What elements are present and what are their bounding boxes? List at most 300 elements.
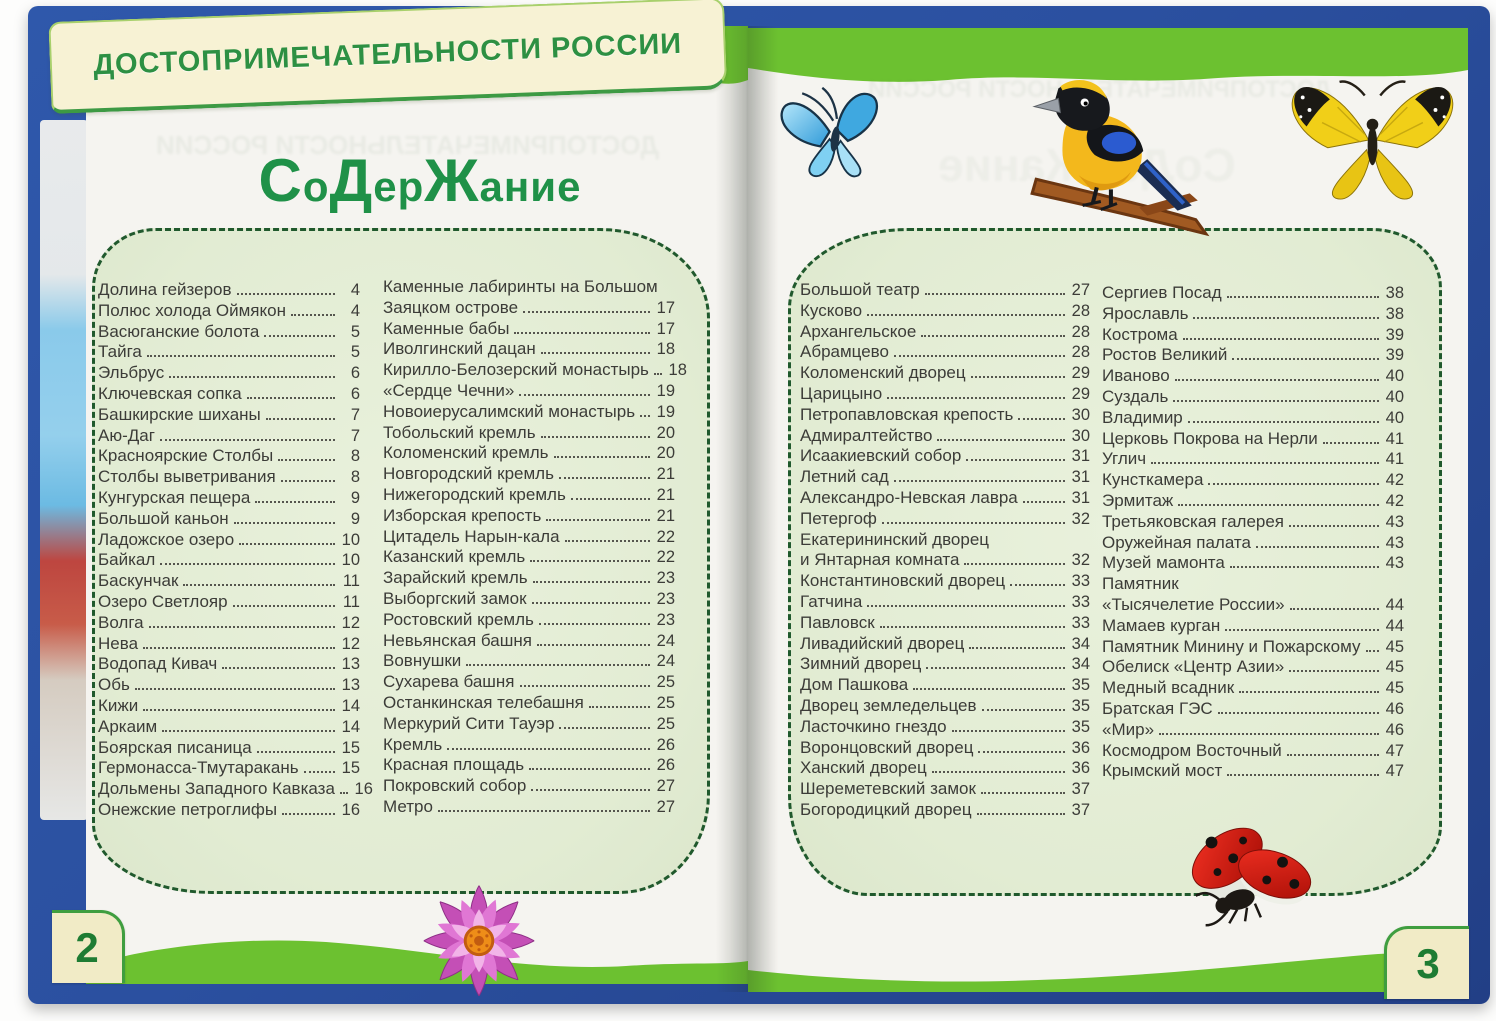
dot-leader (143, 647, 335, 649)
dot-leader (1173, 400, 1379, 402)
toc-page-number: 20 (656, 423, 675, 442)
toc-entry: Шереметевский замок 37 (800, 779, 1090, 799)
toc-entry: Крымский мост 47 (1102, 761, 1404, 781)
toc-entry: «Тысячелетие России» 44 (1102, 594, 1404, 614)
toc-entry: Новоиерусалимский монастырь 19 (383, 401, 675, 421)
page-number-right (1384, 926, 1469, 999)
dot-leader (913, 688, 1065, 690)
toc-page-number: 15 (341, 738, 360, 757)
dot-leader (640, 415, 650, 417)
toc-entry: Суздаль 40 (1102, 386, 1404, 406)
toc-entry: Новгородский кремль 21 (383, 464, 675, 484)
toc-page-number: 14 (341, 717, 360, 736)
toc-page-number: 6 (350, 384, 360, 403)
dot-leader (520, 685, 650, 687)
dot-leader (977, 813, 1065, 815)
toc-page-number: 6 (350, 364, 360, 383)
dot-leader (281, 480, 335, 482)
toc-entry: Александро-Невская лавра 31 (800, 487, 1090, 507)
toc-page-number: 46 (1385, 699, 1404, 718)
toc-page-number: 18 (668, 361, 687, 380)
toc-page-number: 28 (1071, 301, 1090, 320)
toc-entry: Мамаев курган 44 (1102, 615, 1404, 635)
toc-entry: Каменные бабы 17 (383, 318, 675, 338)
toc-column-3 (800, 280, 1090, 821)
toc-page-number: 33 (1071, 613, 1090, 632)
toc-page-number: 40 (1385, 408, 1404, 427)
toc-page-number: 32 (1071, 509, 1090, 528)
dot-leader (571, 498, 650, 500)
toc-page-number: 23 (656, 589, 675, 608)
dot-leader (233, 605, 335, 607)
toc-entry: Кусково 28 (800, 300, 1090, 320)
toc-page-number: 35 (1071, 696, 1090, 715)
toc-entry: Метро 27 (383, 796, 675, 816)
toc-page-number: 41 (1385, 429, 1404, 448)
page-number-left (52, 910, 125, 983)
toc-page-number: 17 (656, 319, 675, 338)
toc-entry: и Янтарная комната 32 (800, 550, 1090, 570)
dot-leader (654, 373, 662, 375)
toc-entry: Большой каньон 9 (98, 508, 360, 528)
toc-entry: Кремль 26 (383, 734, 675, 754)
toc-page-number: 37 (1071, 780, 1090, 799)
toc-entry: Эрмитаж 42 (1102, 490, 1404, 510)
toc-page-number: 23 (656, 610, 675, 629)
dot-leader (969, 647, 1065, 649)
dot-leader (880, 626, 1065, 628)
dot-leader (239, 543, 335, 545)
toc-page-number: 33 (1071, 572, 1090, 591)
toc-page-number: 42 (1385, 471, 1404, 490)
toc-page-number: 28 (1071, 322, 1090, 341)
dot-leader (926, 667, 1065, 669)
dot-leader (533, 581, 650, 583)
dot-leader (147, 355, 335, 357)
contents-title-letter: а (479, 163, 504, 210)
toc-entry: Зимний дворец 34 (800, 654, 1090, 674)
contents-title-letter: и (530, 163, 558, 210)
toc-entry: Аркаим 14 (98, 716, 360, 736)
dot-leader (982, 709, 1065, 711)
toc-page-number: 25 (656, 673, 675, 692)
dot-leader (867, 605, 1065, 607)
toc-entry: Кунсткамера 42 (1102, 470, 1404, 490)
toc-column-1 (98, 280, 373, 821)
dot-leader (1227, 774, 1379, 776)
toc-page-number: 31 (1071, 488, 1090, 507)
toc-page-number: 33 (1071, 592, 1090, 611)
toc-entry: Ласточкино гнездо 35 (800, 716, 1090, 736)
dot-leader (1230, 566, 1379, 568)
toc-page-number: 17 (656, 298, 675, 317)
toc-page-number: 47 (1385, 762, 1404, 781)
toc-entry: Воронцовский дворец 36 (800, 737, 1090, 757)
toc-entry: Останкинская телебашня 25 (383, 692, 675, 712)
dot-leader (887, 397, 1065, 399)
dot-leader (531, 789, 650, 791)
toc-page-number: 11 (342, 592, 360, 611)
toc-page-number: 12 (341, 613, 360, 632)
dot-leader (237, 293, 335, 295)
show-through-text: ДОСТОПРИМЕЧАТЕЛЬНОСТИ РОССИИ (156, 130, 660, 160)
toc-page-number: 38 (1385, 304, 1404, 323)
toc-entry: «Мир» 46 (1102, 719, 1404, 739)
toc-page-number: 27 (656, 777, 675, 796)
toc-page-number: 7 (350, 426, 360, 445)
green-hill-bottom-right (748, 940, 1468, 992)
dot-leader (894, 480, 1065, 482)
toc-entry: Нижегородский кремль 21 (383, 484, 675, 504)
dot-leader (255, 501, 335, 503)
toc-entry: Тобольский кремль 20 (383, 422, 675, 442)
toc-entry: Большой театр 27 (800, 280, 1090, 299)
dot-leader (257, 751, 335, 753)
toc-page-number: 16 (341, 800, 360, 819)
dot-leader (529, 768, 650, 770)
dot-leader (565, 540, 650, 542)
dot-leader (169, 376, 335, 378)
toc-entry: Иволгинский дацан 18 (383, 339, 675, 359)
dot-leader (1289, 670, 1379, 672)
dot-leader (135, 688, 335, 690)
toc-entry: Царицыно 29 (800, 383, 1090, 403)
dot-leader (1256, 546, 1379, 548)
toc-column-2 (383, 277, 687, 818)
toc-page-number: 35 (1071, 717, 1090, 736)
dot-leader (1290, 608, 1379, 610)
dot-leader (466, 664, 650, 666)
toc-page-number: 29 (1071, 384, 1090, 403)
toc-entry: Нева 12 (98, 633, 360, 653)
toc-page-number: 7 (350, 405, 360, 424)
toc-page-number: 34 (1071, 655, 1090, 674)
toc-page-number: 36 (1071, 759, 1090, 778)
toc-page-number: 8 (350, 447, 360, 466)
toc-page-number: 40 (1385, 367, 1404, 386)
dot-leader (532, 602, 650, 604)
dot-leader (438, 810, 650, 812)
show-through-text: ДОСТОПРИМЕЧАТЕЛЬНОСТИ РОССИИ (868, 76, 1333, 103)
toc-page-number: 24 (656, 631, 675, 650)
toc-entry: Обь 13 (98, 675, 360, 695)
toc-entry: Красноярские Столбы 8 (98, 446, 360, 466)
toc-entry: Выборгский замок 23 (383, 588, 675, 608)
dot-leader (1287, 754, 1379, 756)
dot-leader (1010, 584, 1065, 586)
toc-page-number: 45 (1385, 637, 1404, 656)
page-number-left-value: 2 (75, 924, 99, 971)
dot-leader (925, 293, 1065, 295)
dot-leader (160, 563, 335, 565)
dot-leader (882, 522, 1065, 524)
toc-page-number: 5 (350, 343, 360, 362)
toc-page-number: 27 (656, 797, 675, 816)
dot-leader (921, 335, 1065, 337)
toc-entry: Абрамцево 28 (800, 342, 1090, 362)
toc-column-4 (1102, 283, 1404, 782)
toc-page-number: 44 (1385, 595, 1404, 614)
toc-page-number: 22 (656, 527, 675, 546)
toc-entry: Ростовский кремль 23 (383, 609, 675, 629)
dot-leader (1289, 525, 1379, 527)
green-hill-bottom-left (86, 932, 748, 984)
contents-title-letter: Д (329, 147, 374, 214)
toc-entry: Покровский собор 27 (383, 776, 675, 796)
dot-leader (978, 751, 1065, 753)
toc-page-number: 47 (1385, 741, 1404, 760)
dot-leader (971, 376, 1065, 378)
dot-leader (541, 436, 650, 438)
toc-entry: Сергиев Посад 38 (1102, 283, 1404, 302)
green-band-top-right (748, 28, 1468, 108)
dot-leader (1225, 629, 1379, 631)
dot-leader (937, 439, 1065, 441)
toc-page-number: 15 (341, 759, 360, 778)
dot-leader (981, 792, 1065, 794)
toc-entry: Братская ГЭС 46 (1102, 698, 1404, 718)
contents-title-letter: С (258, 147, 303, 214)
contents-title-letter: н (503, 163, 531, 210)
toc-entry: Богородицкий дворец 37 (800, 799, 1090, 819)
toc-page-number: 9 (350, 509, 360, 528)
toc-page-number: 29 (1071, 364, 1090, 383)
toc-page-number: 23 (656, 569, 675, 588)
toc-entry: Петергоф 32 (800, 508, 1090, 528)
toc-entry: Эльбрус 6 (98, 363, 360, 383)
toc-entry: Адмиралтейство 30 (800, 425, 1090, 445)
toc-entry: Баскунчак 11 (98, 571, 360, 591)
dot-leader (514, 332, 650, 334)
toc-entry: Тайга 5 (98, 342, 360, 362)
toc-entry: Ключевская сопка 6 (98, 383, 360, 403)
dot-leader (1323, 442, 1379, 444)
dot-leader (1151, 462, 1379, 464)
toc-entry: Зарайский кремль 23 (383, 568, 675, 588)
toc-entry: Боярская писаница 15 (98, 737, 360, 757)
dot-leader (537, 644, 650, 646)
toc-entry: «Сердце Чечни» 19 (383, 380, 675, 400)
dot-leader (519, 394, 650, 396)
dot-leader (282, 813, 335, 815)
toc-entry: Летний сад 31 (800, 467, 1090, 487)
toc-entry: Ханский дворец 36 (800, 758, 1090, 778)
dot-leader (1178, 504, 1379, 506)
toc-entry-wrap-line: Екатерининский дворец (800, 529, 990, 549)
dot-leader (894, 355, 1065, 357)
dot-leader (867, 314, 1065, 316)
dot-leader (291, 314, 335, 316)
dot-leader (589, 706, 650, 708)
dot-leader (1366, 650, 1380, 652)
toc-page-number: 13 (341, 676, 360, 695)
toc-entry: Гермонасса-Тмутаракань 15 (98, 758, 360, 778)
toc-entry: Обелиск «Центр Азии» 45 (1102, 657, 1404, 677)
dot-leader (222, 667, 335, 669)
dot-leader (1208, 483, 1379, 485)
toc-page-number: 30 (1071, 426, 1090, 445)
dot-leader (304, 771, 335, 773)
toc-page-number: 43 (1385, 512, 1404, 531)
toc-entry: Кижи 14 (98, 695, 360, 715)
dot-leader (162, 730, 335, 732)
dot-leader (539, 623, 650, 625)
toc-entry: Озеро Светлояр 11 (98, 591, 360, 611)
toc-entry: Третьяковская галерея 43 (1102, 511, 1404, 531)
toc-entry: Красная площадь 26 (383, 755, 675, 775)
toc-entry: Дом Пашкова 35 (800, 675, 1090, 695)
dot-leader (149, 626, 335, 628)
series-banner-text: ДОСТОПРИМЕЧАТЕЛЬНОСТИ РОССИИ (92, 27, 683, 81)
toc-entry: Вовнушки 24 (383, 651, 675, 671)
right-page (748, 28, 1468, 992)
toc-entry: Музей мамонта 43 (1102, 553, 1404, 573)
dot-leader (1232, 358, 1379, 360)
dot-leader (1018, 418, 1065, 420)
toc-page-number: 35 (1071, 676, 1090, 695)
dot-leader (559, 727, 650, 729)
dot-leader (143, 709, 335, 711)
toc-page-number: 42 (1385, 491, 1404, 510)
dot-leader (1159, 733, 1379, 735)
toc-page-number: 4 (350, 301, 360, 320)
toc-entry: Кострома 39 (1102, 324, 1404, 344)
toc-entry: Церковь Покрова на Нерли 41 (1102, 428, 1404, 448)
toc-page-number: 26 (656, 756, 675, 775)
toc-page-number: 31 (1071, 468, 1090, 487)
toc-page-number: 40 (1385, 387, 1404, 406)
dot-leader (247, 397, 335, 399)
toc-entry: Меркурий Сити Тауэр 25 (383, 713, 675, 733)
dot-leader (530, 560, 650, 562)
toc-entry: Цитадель Нарын-кала 22 (383, 526, 675, 546)
toc-entry: Водопад Кивач 13 (98, 654, 360, 674)
show-through-text: СоДерЖание (938, 139, 1236, 191)
dot-leader (447, 748, 650, 750)
dot-leader (952, 730, 1065, 732)
toc-page-number: 36 (1071, 738, 1090, 757)
toc-entry: Космодром Восточный 47 (1102, 740, 1404, 760)
toc-entry: Ростов Великий 39 (1102, 345, 1404, 365)
toc-page-number: 25 (656, 693, 675, 712)
toc-page-number: 21 (656, 465, 675, 484)
toc-entry: Волга 12 (98, 612, 360, 632)
toc-entry: Константиновский дворец 33 (800, 571, 1090, 591)
toc-page-number: 19 (656, 381, 675, 400)
toc-page-number: 32 (1071, 551, 1090, 570)
toc-page-number: 31 (1071, 447, 1090, 466)
toc-entry: Изборская крепость 21 (383, 505, 675, 525)
toc-page-number: 27 (1071, 281, 1090, 299)
dot-leader (1188, 421, 1379, 423)
toc-entry: Дольмены Западного Кавказа 16 (98, 779, 373, 799)
toc-page-number: 26 (656, 735, 675, 754)
contents-title-letter: е (557, 163, 582, 210)
toc-page-number: 18 (656, 340, 675, 359)
toc-page-number: 20 (656, 444, 675, 463)
toc-page-number: 46 (1385, 720, 1404, 739)
toc-entry: Ярославль 38 (1102, 303, 1404, 323)
toc-page-number: 9 (350, 488, 360, 507)
contents-title (140, 138, 700, 224)
toc-page-number: 45 (1385, 658, 1404, 677)
toc-entry: Петропавловская крепость 30 (800, 404, 1090, 424)
toc-page-number: 25 (656, 714, 675, 733)
toc-entry: Дворец земледельцев 35 (800, 695, 1090, 715)
contents-title-letter: о (302, 163, 330, 210)
toc-page-number: 21 (656, 485, 675, 504)
toc-entry: Углич 41 (1102, 449, 1404, 469)
toc-page-number: 8 (350, 468, 360, 487)
toc-page-number: 14 (341, 696, 360, 715)
toc-entry: Кунгурская пещера 9 (98, 487, 360, 507)
toc-entry: Коломенский кремль 20 (383, 443, 675, 463)
dot-leader (266, 418, 335, 420)
dot-leader (541, 352, 650, 354)
dot-leader (1239, 691, 1379, 693)
dot-leader (1175, 379, 1379, 381)
toc-entry: Полюс холода Оймякон 4 (98, 300, 360, 320)
dot-leader (1193, 317, 1379, 319)
toc-entry: Коломенский дворец 29 (800, 363, 1090, 383)
toc-entry: Сухарева башня 25 (383, 672, 675, 692)
toc-page-number: 10 (341, 530, 360, 549)
toc-entry: Гатчина 33 (800, 591, 1090, 611)
dot-leader (1183, 338, 1379, 340)
dot-leader (340, 792, 348, 794)
toc-entry: Столбы выветривания 8 (98, 467, 360, 487)
toc-page-number: 13 (341, 655, 360, 674)
toc-entry: Кирилло-Белозерский монастырь 18 (383, 360, 687, 380)
dot-leader (523, 311, 650, 313)
contents-title-letter: е (373, 163, 398, 210)
dot-leader (264, 335, 335, 337)
toc-page-number: 21 (656, 506, 675, 525)
toc-entry: Онежские петроглифы 16 (98, 799, 360, 819)
dot-leader (1227, 296, 1379, 298)
dot-leader (234, 522, 335, 524)
toc-entry: Архангельское 28 (800, 321, 1090, 341)
toc-page-number: 41 (1385, 450, 1404, 469)
toc-page-number: 5 (350, 322, 360, 341)
toc-entry: Васюганские болота 5 (98, 321, 360, 341)
toc-entry: Башкирские шиханы 7 (98, 404, 360, 424)
toc-page-number: 45 (1385, 679, 1404, 698)
toc-page-number: 37 (1071, 800, 1090, 819)
previous-page-edge (40, 120, 88, 820)
dot-leader (559, 477, 650, 479)
toc-entry: Ливадийский дворец 34 (800, 633, 1090, 653)
toc-page-number: 38 (1385, 284, 1404, 302)
dot-leader (1218, 712, 1379, 714)
dot-leader (966, 459, 1065, 461)
dot-leader (546, 519, 650, 521)
toc-page-number: 28 (1071, 343, 1090, 362)
page-number-right-value: 3 (1416, 940, 1440, 987)
toc-page-number: 39 (1385, 325, 1404, 344)
toc-entry: Памятник Минину и Пожарскому 45 (1102, 636, 1404, 656)
toc-page-number: 4 (350, 281, 360, 299)
dot-leader (1023, 501, 1065, 503)
toc-page-number: 43 (1385, 533, 1404, 552)
toc-entry: Ладожское озеро 10 (98, 529, 360, 549)
toc-entry-wrap-line: Памятник (1102, 574, 1179, 594)
toc-page-number: 19 (656, 402, 675, 421)
toc-entry: Аю-Даг 7 (98, 425, 360, 445)
toc-entry: Невьянская башня 24 (383, 630, 675, 650)
toc-entry: Павловск 33 (800, 612, 1090, 632)
contents-title-letter: Ж (424, 147, 480, 214)
